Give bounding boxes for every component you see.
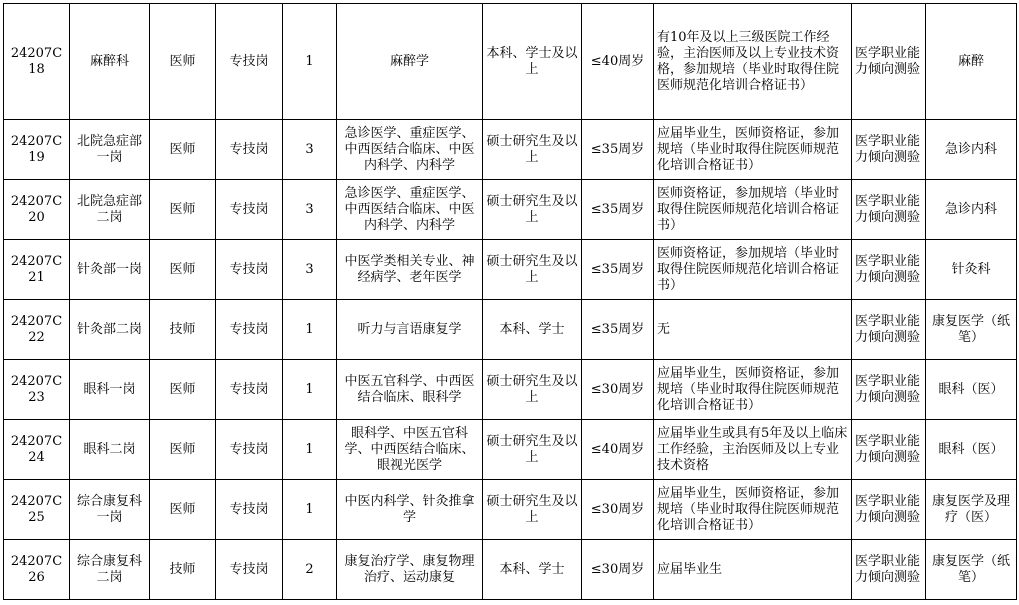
education-cell: 硕士研究生及以上 xyxy=(483,480,582,540)
education-cell: 硕士研究生及以上 xyxy=(483,120,582,180)
count-cell: 1 xyxy=(283,360,337,420)
major-cell: 听力与言语康复学 xyxy=(337,300,483,360)
positions-table xyxy=(3,3,1017,600)
type-cell: 医师 xyxy=(150,240,216,300)
count-cell: 2 xyxy=(283,540,337,600)
subject-cell: 康复医学及理疗（医） xyxy=(926,480,1017,540)
table-row xyxy=(4,4,1017,120)
subject-cell: 急诊内科 xyxy=(926,120,1017,180)
education-cell: 硕士研究生及以上 xyxy=(483,240,582,300)
category-cell: 专技岗 xyxy=(216,480,283,540)
education-cell: 本科、学士 xyxy=(483,540,582,600)
age-cell: ≤30周岁 xyxy=(582,360,654,420)
exam-cell: 医学职业能力倾向测验 xyxy=(852,540,926,600)
exam-cell: 医学职业能力倾向测验 xyxy=(852,360,926,420)
position-cell: 北院急症部一岗 xyxy=(70,120,150,180)
table-row xyxy=(4,540,1017,600)
exam-cell: 医学职业能力倾向测验 xyxy=(852,180,926,240)
age-cell: ≤35周岁 xyxy=(582,120,654,180)
major-cell: 麻醉学 xyxy=(337,4,483,120)
age-cell: ≤35周岁 xyxy=(582,180,654,240)
subject-cell: 康复医学（纸笔） xyxy=(926,300,1017,360)
category-cell: 专技岗 xyxy=(216,300,283,360)
exam-cell: 医学职业能力倾向测验 xyxy=(852,480,926,540)
position-cell: 眼科二岗 xyxy=(70,420,150,480)
type-cell: 医师 xyxy=(150,180,216,240)
type-cell: 技师 xyxy=(150,540,216,600)
category-cell: 专技岗 xyxy=(216,240,283,300)
position-cell: 北院急症部二岗 xyxy=(70,180,150,240)
position-cell: 针灸部一岗 xyxy=(70,240,150,300)
count-cell: 1 xyxy=(283,300,337,360)
age-cell: ≤40周岁 xyxy=(582,4,654,120)
subject-cell: 麻醉 xyxy=(926,4,1017,120)
major-cell: 中医五官科学、中西医结合临床、眼科学 xyxy=(337,360,483,420)
major-cell: 急诊医学、重症医学、中西医结合临床、中医内科学、内科学 xyxy=(337,120,483,180)
requirements-cell: 有10年及以上三级医院工作经验，主治医师及以上专业技术资格，参加规培（毕业时取得住院医师规范化培训合格证书） xyxy=(654,4,852,120)
requirements-cell: 应届毕业生，医师资格证，参加规培（毕业时取得住院医师规范化培训合格证书） xyxy=(654,360,852,420)
position-cell: 综合康复科二岗 xyxy=(70,540,150,600)
requirements-cell: 应届毕业生，医师资格证，参加规培（毕业时取得住院医师规范化培训合格证书） xyxy=(654,120,852,180)
type-cell: 医师 xyxy=(150,4,216,120)
requirements-cell: 医师资格证，参加规培（毕业时取得住院医师规范化培训合格证书） xyxy=(654,240,852,300)
type-cell: 医师 xyxy=(150,360,216,420)
requirements-cell: 无 xyxy=(654,300,852,360)
table-row xyxy=(4,420,1017,480)
major-cell: 急诊医学、重症医学、中西医结合临床、中医内科学、内科学 xyxy=(337,180,483,240)
count-cell: 1 xyxy=(283,4,337,120)
count-cell: 3 xyxy=(283,180,337,240)
code-cell: 24207C24 xyxy=(4,420,70,480)
position-cell: 眼科一岗 xyxy=(70,360,150,420)
code-cell: 24207C26 xyxy=(4,540,70,600)
requirements-cell: 应届毕业生 xyxy=(654,540,852,600)
age-cell: ≤40周岁 xyxy=(582,420,654,480)
exam-cell: 医学职业能力倾向测验 xyxy=(852,420,926,480)
exam-cell: 医学职业能力倾向测验 xyxy=(852,120,926,180)
education-cell: 硕士研究生及以上 xyxy=(483,360,582,420)
category-cell: 专技岗 xyxy=(216,420,283,480)
table-row xyxy=(4,300,1017,360)
position-cell: 麻醉科 xyxy=(70,4,150,120)
table-row xyxy=(4,360,1017,420)
education-cell: 硕士研究生及以上 xyxy=(483,180,582,240)
code-cell: 24207C22 xyxy=(4,300,70,360)
subject-cell: 康复医学（纸笔） xyxy=(926,540,1017,600)
count-cell: 3 xyxy=(283,120,337,180)
table-row xyxy=(4,180,1017,240)
subject-cell: 急诊内科 xyxy=(926,180,1017,240)
category-cell: 专技岗 xyxy=(216,180,283,240)
table-row xyxy=(4,480,1017,540)
age-cell: ≤35周岁 xyxy=(582,240,654,300)
exam-cell: 医学职业能力倾向测验 xyxy=(852,300,926,360)
major-cell: 中医学类相关专业、神经病学、老年医学 xyxy=(337,240,483,300)
requirements-cell: 应届毕业生或具有5年及以上临床工作经验，主治医师及以上专业技术资格 xyxy=(654,420,852,480)
major-cell: 眼科学、中医五官科学、中西医结合临床、眼视光医学 xyxy=(337,420,483,480)
code-cell: 24207C18 xyxy=(4,4,70,120)
age-cell: ≤30周岁 xyxy=(582,540,654,600)
requirements-cell: 医师资格证，参加规培（毕业时取得住院医师规范化培训合格证书） xyxy=(654,180,852,240)
code-cell: 24207C21 xyxy=(4,240,70,300)
requirements-cell: 应届毕业生，医师资格证，参加规培（毕业时取得住院医师规范化培训合格证书） xyxy=(654,480,852,540)
count-cell: 3 xyxy=(283,240,337,300)
subject-cell: 针灸科 xyxy=(926,240,1017,300)
code-cell: 24207C19 xyxy=(4,120,70,180)
category-cell: 专技岗 xyxy=(216,540,283,600)
count-cell: 1 xyxy=(283,480,337,540)
code-cell: 24207C25 xyxy=(4,480,70,540)
type-cell: 技师 xyxy=(150,300,216,360)
code-cell: 24207C20 xyxy=(4,180,70,240)
category-cell: 专技岗 xyxy=(216,120,283,180)
position-cell: 综合康复科一岗 xyxy=(70,480,150,540)
type-cell: 医师 xyxy=(150,120,216,180)
position-cell: 针灸部二岗 xyxy=(70,300,150,360)
exam-cell: 医学职业能力倾向测验 xyxy=(852,240,926,300)
subject-cell: 眼科（医） xyxy=(926,420,1017,480)
education-cell: 硕士研究生及以上 xyxy=(483,420,582,480)
type-cell: 医师 xyxy=(150,480,216,540)
age-cell: ≤30周岁 xyxy=(582,480,654,540)
education-cell: 本科、学士及以上 xyxy=(483,4,582,120)
table-row xyxy=(4,120,1017,180)
count-cell: 1 xyxy=(283,420,337,480)
category-cell: 专技岗 xyxy=(216,4,283,120)
code-cell: 24207C23 xyxy=(4,360,70,420)
major-cell: 康复治疗学、康复物理治疗、运动康复 xyxy=(337,540,483,600)
category-cell: 专技岗 xyxy=(216,360,283,420)
exam-cell: 医学职业能力倾向测验 xyxy=(852,4,926,120)
major-cell: 中医内科学、针灸推拿学 xyxy=(337,480,483,540)
table-body xyxy=(4,4,1017,600)
table-row xyxy=(4,240,1017,300)
type-cell: 医师 xyxy=(150,420,216,480)
education-cell: 本科、学士 xyxy=(483,300,582,360)
age-cell: ≤35周岁 xyxy=(582,300,654,360)
subject-cell: 眼科（医） xyxy=(926,360,1017,420)
